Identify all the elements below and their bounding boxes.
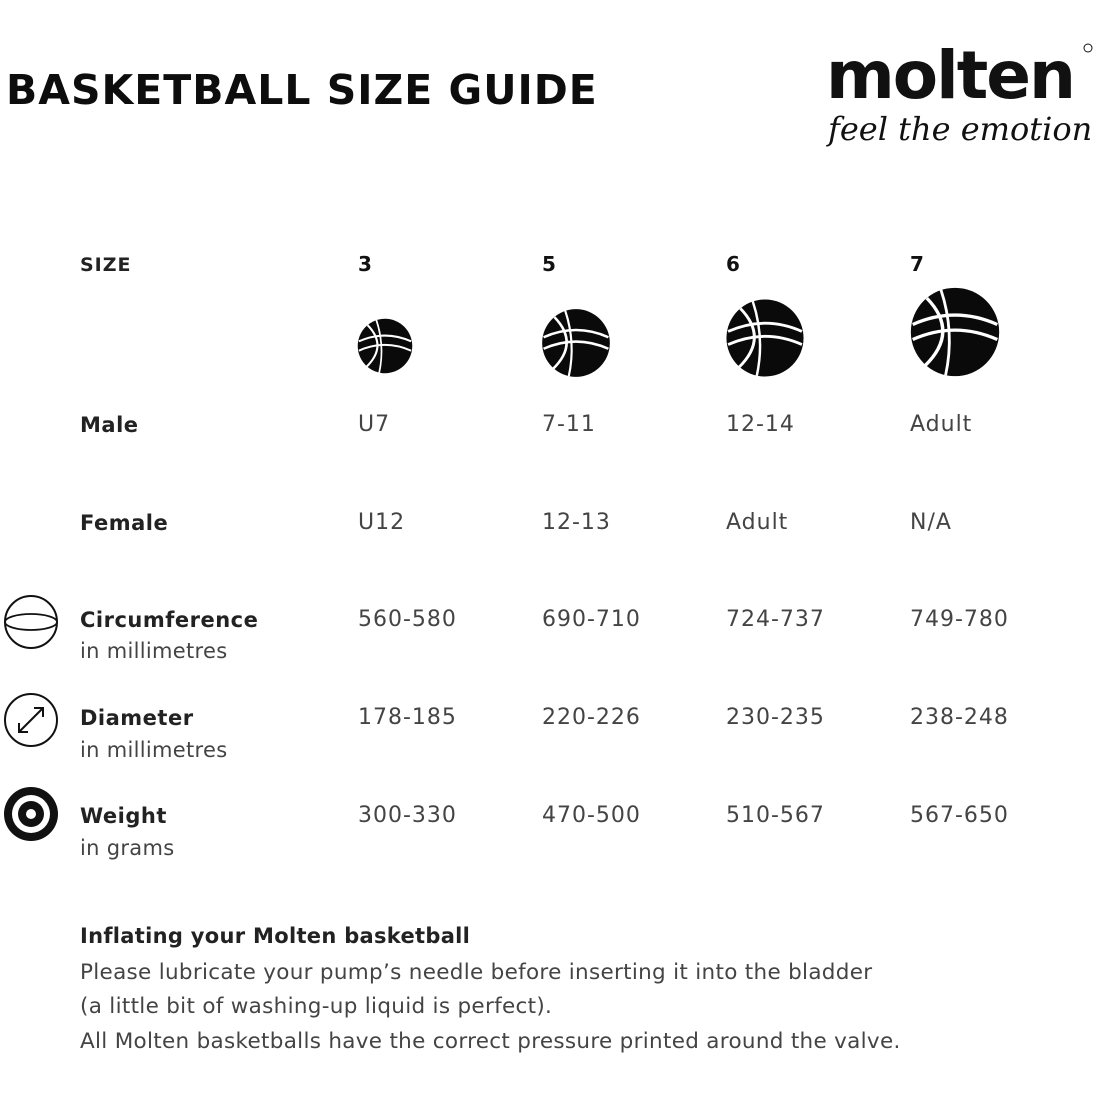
size-header: SIZE [80, 254, 132, 276]
size-5-header: 5 [542, 252, 556, 276]
diameter-icon [3, 692, 59, 748]
diameter-size-5: 220-226 [542, 705, 641, 730]
weight-label: Weight [80, 804, 167, 828]
diameter-unit: in millimetres [80, 738, 228, 762]
weight-size-3: 300-330 [358, 803, 457, 828]
basketball-size-3-icon [356, 317, 414, 375]
circumference-label: Circumference [80, 608, 259, 632]
diameter-size-3: 178-185 [358, 705, 457, 730]
diameter-size-6: 230-235 [726, 705, 825, 730]
brand-tagline: feel the emotion [828, 110, 1093, 148]
registered-mark [1084, 44, 1092, 52]
basketball-size-7-icon [908, 285, 1002, 379]
diameter-label: Diameter [80, 706, 194, 730]
basketball-size-6-icon [724, 297, 806, 379]
size-3-header: 3 [358, 252, 372, 276]
male-size-7: Adult [910, 412, 973, 437]
size-7-header: 7 [910, 252, 924, 276]
weight-icon [3, 786, 59, 842]
male-size-3: U7 [358, 412, 391, 437]
female-label: Female [80, 511, 169, 535]
weight-size-7: 567-650 [910, 803, 1009, 828]
female-size-3: U12 [358, 510, 406, 535]
circumference-unit: in millimetres [80, 639, 228, 663]
female-size-6: Adult [726, 510, 789, 535]
weight-size-6: 510-567 [726, 803, 825, 828]
female-size-7: N/A [910, 510, 952, 535]
weight-unit: in grams [80, 836, 175, 860]
diameter-size-7: 238-248 [910, 705, 1009, 730]
circumference-size-7: 749-780 [910, 607, 1009, 632]
size-6-header: 6 [726, 252, 740, 276]
male-size-6: 12-14 [726, 412, 795, 437]
inflating-line-3: All Molten basketballs have the correct pressure printed around the valve. [80, 1029, 901, 1054]
circumference-size-5: 690-710 [542, 607, 641, 632]
brand-name: molten [826, 40, 1075, 114]
inflating-line-1: Please lubricate your pump’s needle before inserting it into the bladder [80, 960, 873, 985]
molten-logo [826, 40, 1096, 152]
male-label: Male [80, 413, 139, 437]
circumference-size-6: 724-737 [726, 607, 825, 632]
inflating-title: Inflating your Molten basketball [80, 924, 471, 948]
female-size-5: 12-13 [542, 510, 611, 535]
circumference-size-3: 560-580 [358, 607, 457, 632]
male-size-5: 7-11 [542, 412, 596, 437]
basketball-size-5-icon [540, 307, 612, 379]
inflating-line-2: (a little bit of washing-up liquid is perfect). [80, 994, 553, 1019]
page-title: BASKETBALL SIZE GUIDE [6, 66, 598, 114]
weight-size-5: 470-500 [542, 803, 641, 828]
circumference-icon [3, 594, 59, 650]
